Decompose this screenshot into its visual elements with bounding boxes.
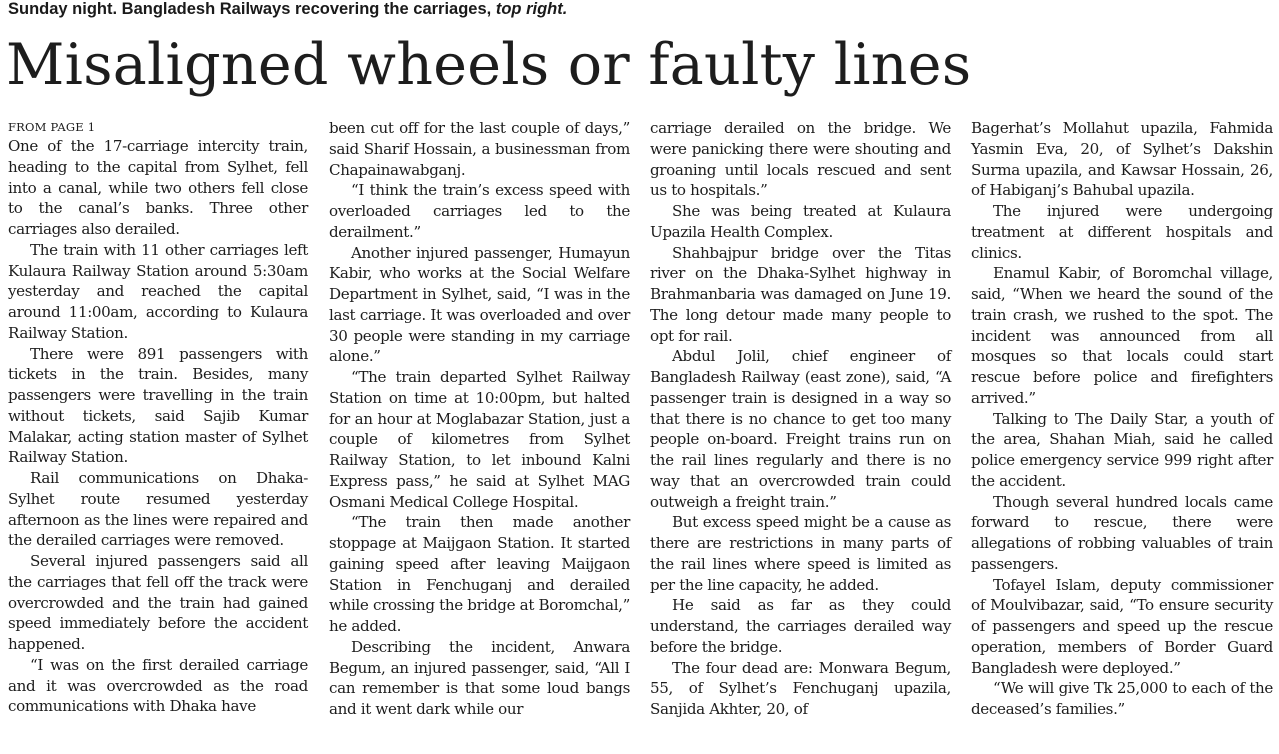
article-paragraph: She was being treated at Kulaura Upazila Health Complex. xyxy=(650,202,951,241)
article-paragraph: Bagerhat’s Mollahut upazila, Fahmida Yasmin Eva, 20, of Sylhet’s Dakshin Surma upazila, and Kawsar Hossain, 26, of Habiganj’s Bahubal upazila. xyxy=(971,119,1273,200)
article-paragraph: been cut off for the last couple of days,” said Sharif Hossain, a businessman from Chapainawabganj. xyxy=(329,119,630,179)
article-paragraph: But excess speed might be a cause as there are restrictions in many parts of the rail lines where speed is limited as per the line capacity, he added. xyxy=(650,513,951,594)
article-column-4 xyxy=(971,118,1273,720)
article-paragraph: There were 891 passengers with tickets in the train. Besides, many passengers were travelling in the train without tickets, said Sajib Kumar Malakar, acting station master of Sylhet Railway Station. xyxy=(8,344,308,467)
article-paragraph: Shahbajpur bridge over the Titas river on the Dhaka-Sylhet highway in Brahmanbaria was damaged on June 19. The long detour made many people to opt for rail. xyxy=(650,243,951,345)
article-paragraph: “The train then made another stoppage at Maijgaon Station. It started gaining speed after leaving Maijgaon Station in Fenchuganj and derailed while crossing the bridge at Boromchal,” he added. xyxy=(329,513,630,635)
article-paragraph: The train with 11 other carriages left Kulaura Railway Station around 5:30am yesterday and reached the capital around 11:00am, according to Kulaura Railway Station. xyxy=(8,240,308,342)
article-column-2 xyxy=(329,118,630,720)
article-paragraph: One of the 17-carriage intercity train, heading to the capital from Sylhet, fell into a canal, while two others fell close to the canal’s banks. Three other carriages also derailed. xyxy=(8,137,308,238)
article-paragraph: Tofayel Islam, deputy commissioner of Moulvibazar, said, “To ensure security of passengers and speed up the rescue operation, members of Border Guard Bangladesh were deployed.” xyxy=(971,575,1273,677)
article-paragraph: Enamul Kabir, of Boromchal village, said, “When we heard the sound of the train crash, we rushed to the spot. The incident was announced from all mosques so that locals could start rescue before police and firefighters arrived.” xyxy=(971,264,1273,407)
photo-caption xyxy=(8,0,567,19)
article-paragraph: Several injured passengers said all the carriages that fell off the track were overcrowded and the train had gained speed immediately before the accident happened. xyxy=(8,552,308,653)
caption-text: Sunday night. Bangladesh Railways recovering the carriages, xyxy=(8,0,492,18)
article-paragraph: The injured were undergoing treatment at different hospitals and clinics. xyxy=(971,202,1273,262)
article-paragraph: Describing the incident, Anwara Begum, an injured passenger, said, “All I can remember is that some loud bangs and it went dark while our xyxy=(329,637,630,718)
article-paragraph: “We will give Tk 25,000 to each of the deceased’s families.” xyxy=(971,679,1273,718)
article-paragraph: carriage derailed on the bridge. We were panicking there were shouting and groaning until locals rescued and sent us to hospitals.” xyxy=(650,119,951,200)
article-paragraph: Abdul Jolil, chief engineer of Bangladesh Railway (east zone), said, “A passenger train is designed in a way so that there is no chance to get too many people on-board. Freight trains run on the rail lines regularly and there is no way that an overcrowded train could outweigh a freight train.” xyxy=(650,347,951,511)
continuation-kicker: FROM PAGE 1 xyxy=(8,120,96,134)
article-column-1 xyxy=(8,118,308,717)
article-paragraph: He said as far as they could understand, the carriages derailed way before the bridge. xyxy=(650,596,951,656)
article-paragraph: The four dead are: Monwara Begum, 55, of Sylhet’s Fenchuganj upazila, Sanjida Akhter, 20, of xyxy=(650,658,951,718)
article-paragraph: Though several hundred locals came forward to rescue, there were allegations of robbing valuables of train passengers. xyxy=(971,492,1273,573)
article-paragraph: Another injured passenger, Humayun Kabir, who works at the Social Welfare Department in Sylhet, said, “I was in the last carriage. It was overloaded and over 30 people were standing in my carriage alone.” xyxy=(329,243,630,366)
article-column-3 xyxy=(650,118,951,720)
caption-photo-reference: top right. xyxy=(495,0,568,18)
article-paragraph: Rail communications on Dhaka-Sylhet route resumed yesterday afternoon as the lines were repaired and the derailed carriages were removed. xyxy=(8,469,308,550)
article-paragraph: “I think the train’s excess speed with overloaded carriages led to the derailment.” xyxy=(329,181,630,241)
article-headline: Misaligned wheels or faulty lines xyxy=(6,32,972,98)
article-paragraph: “I was on the first derailed carriage and it was overcrowded as the road communications with Dhaka have xyxy=(8,655,308,716)
article-paragraph: Talking to The Daily Star, a youth of the area, Shahan Miah, said he called police emergency service 999 right after the accident. xyxy=(971,409,1273,490)
article-paragraph: “The train departed Sylhet Railway Station on time at 10:00pm, but halted for an hour at Moglabazar Station, just a couple of kilometres from Sylhet Railway Station, to let inbound Kalni Express pass,” he said at Sylhet MAG Osmani Medical College Hospital. xyxy=(329,368,630,511)
